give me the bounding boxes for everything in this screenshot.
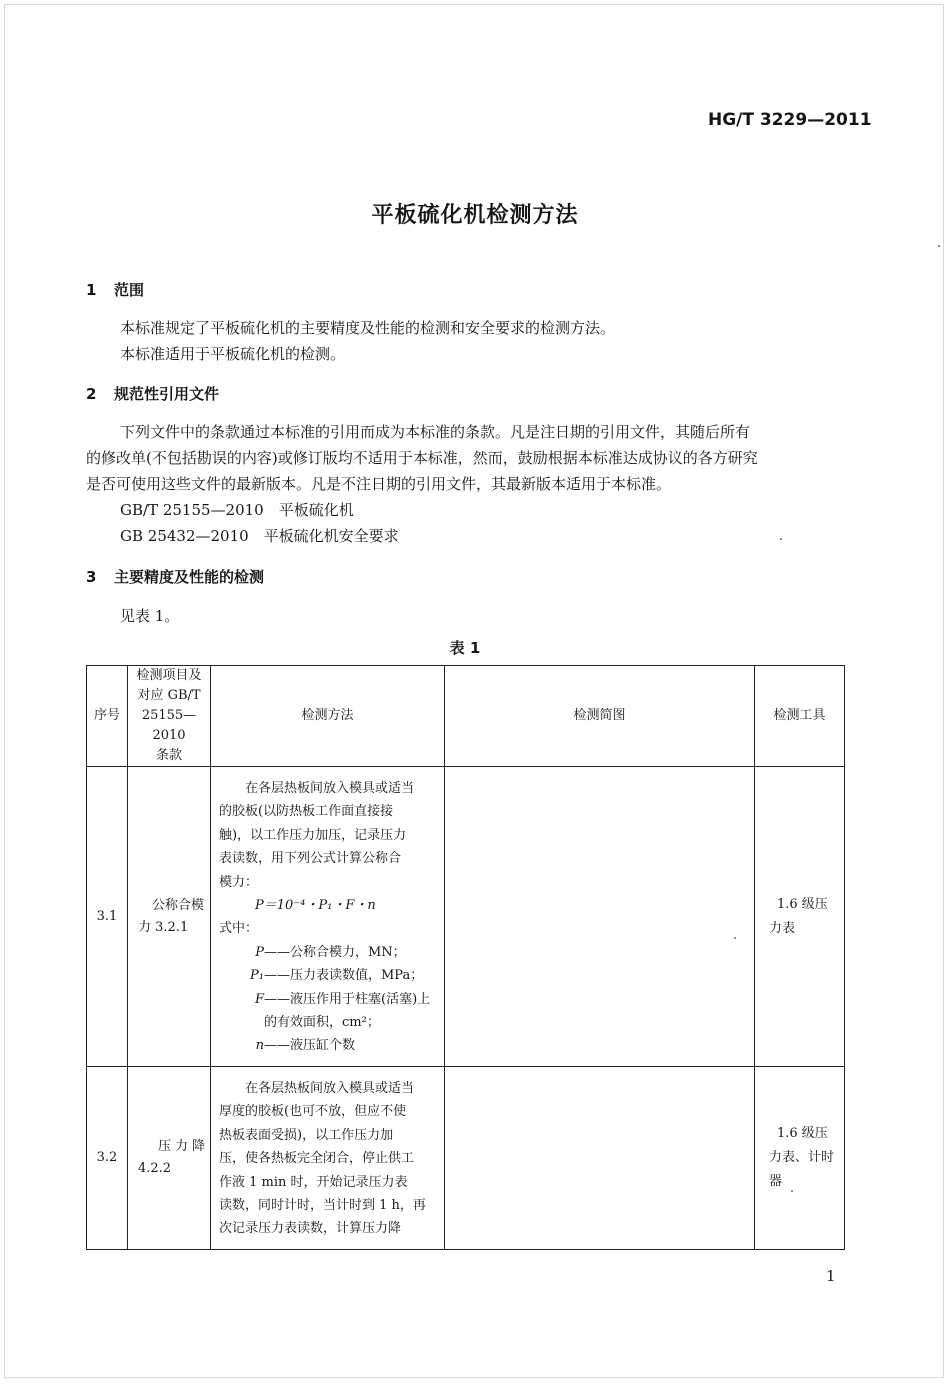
row-item <box>128 767 211 1067</box>
method-line: 触)，以工作压力加压，记录压力 <box>219 827 407 843</box>
method-line: 厚度的胶板(也可不放，但应不使 <box>219 1104 407 1120</box>
definition-symbol: n <box>255 1038 264 1054</box>
table-row <box>87 767 845 1067</box>
method-line: 热板表面受损)，以工作压力加 <box>219 1127 394 1143</box>
tool-line: 器 <box>769 1173 783 1189</box>
method-line: 的胶板(以防热板工作面直接接 <box>219 804 394 820</box>
definition-symbol: P <box>255 944 264 960</box>
method-line: 读数，同时计时，当计时到 1 h，再 <box>219 1198 426 1214</box>
section-2-heading <box>86 383 219 404</box>
header-seq: 序号 <box>87 666 128 767</box>
header-tool: 检测工具 <box>755 666 845 767</box>
definition <box>219 964 436 987</box>
row-seq: 3.1 <box>87 767 128 1067</box>
where-label: 式中： <box>219 921 259 937</box>
tool-line: 1.6 级压 <box>777 896 828 912</box>
row-method <box>211 767 445 1067</box>
definition-text: ——公称合模力，MN； <box>264 944 406 960</box>
scan-speck <box>938 245 940 247</box>
row-method <box>211 1067 445 1250</box>
paragraph: 见表 1。 <box>120 607 180 625</box>
section-number: 2 <box>86 385 97 403</box>
section-number: 3 <box>86 568 97 586</box>
row-tool <box>755 767 845 1067</box>
definition-text: ——液压作用于柱塞(活塞)上 <box>264 991 431 1007</box>
formula: P＝10⁻⁴・P₁・F・n <box>255 898 376 914</box>
row-item-line: 4.2.2 <box>138 1160 172 1176</box>
header-item-line: 对应 GB/T <box>137 688 201 703</box>
section-title: 范围 <box>114 281 145 299</box>
header-item-line: 条款 <box>155 748 182 763</box>
page-number: 1 <box>826 1267 836 1285</box>
section-number: 1 <box>86 281 97 299</box>
tool-line: 力表、计时 <box>769 1149 835 1165</box>
method-line: 在各层热板间放入模具或适当 <box>245 781 415 796</box>
scan-speck <box>780 538 782 540</box>
paragraph-line: 下列文件中的条款通过本标准的引用而成为本标准的条款。凡是注日期的引用文件，其随后所有 <box>120 423 751 441</box>
method-line: 模力： <box>219 874 259 890</box>
reference-item: GB 25432—2010 平板硫化机安全要求 <box>120 527 399 545</box>
definition <box>219 988 436 1011</box>
row-item-line: 压力降 <box>158 1138 210 1154</box>
table-row <box>87 1067 845 1250</box>
header-method: 检测方法 <box>211 666 445 767</box>
section-title: 主要精度及性能的检测 <box>114 568 265 586</box>
header-item <box>128 666 211 767</box>
table-header-row <box>87 666 845 767</box>
method-line: 作液 1 min 时，开始记录压力表 <box>219 1174 408 1190</box>
table-caption: 表 1 <box>449 639 481 657</box>
definition-text: 的有效面积，cm²； <box>264 1015 380 1031</box>
definition-symbol: F <box>254 991 264 1007</box>
definition <box>219 941 436 964</box>
method-line: 次记录压力表读数，计算压力降 <box>219 1221 402 1237</box>
section-3-heading <box>86 566 264 587</box>
method-line: 表读数，用下列公式计算公称合 <box>219 851 402 867</box>
standard-number: HG/T 3229—2011 <box>708 110 872 130</box>
row-diagram <box>445 767 755 1067</box>
method-line: 压，使各热板完全闭合，停止供工 <box>219 1151 415 1167</box>
document-title: 平板硫化机检测方法 <box>371 203 579 228</box>
definition-text: ——压力表读数值，MPa； <box>264 968 424 984</box>
definition-text: ——液压缸个数 <box>264 1038 356 1054</box>
row-item <box>128 1067 211 1250</box>
reference-item: GB/T 25155—2010 平板硫化机 <box>120 501 354 519</box>
header-item-line: 检测项目及 <box>136 668 202 683</box>
paragraph-line: 是否可使用这些文件的最新版本。凡是不注日期的引用文件，其最新版本适用于本标准。 <box>86 475 672 493</box>
row-item-line: 公称合模 <box>152 897 205 913</box>
definition-symbol: P₁ <box>250 968 264 984</box>
scan-speck <box>734 937 736 939</box>
row-tool <box>755 1067 845 1250</box>
scan-speck <box>791 1190 793 1192</box>
method-line: 在各层热板间放入模具或适当 <box>245 1081 415 1096</box>
definition <box>219 1011 436 1034</box>
paragraph: 本标准规定了平板硫化机的主要精度及性能的检测和安全要求的检测方法。 <box>120 319 616 337</box>
header-item-line: 25155—2010 <box>141 708 197 743</box>
paragraph-line: 的修改单(不包括勘误的内容)或修订版均不适用于本标准，然而，鼓励根据本标准达成协议的各方研究 <box>86 449 758 467</box>
paragraph: 本标准适用于平板硫化机的检测。 <box>120 345 346 363</box>
inspection-table <box>86 665 845 1250</box>
section-title: 规范性引用文件 <box>114 385 220 403</box>
tool-line: 力表 <box>769 920 796 936</box>
definition <box>219 1034 436 1057</box>
tool-line: 1.6 级压 <box>777 1125 828 1141</box>
row-diagram <box>445 1067 755 1250</box>
section-1-heading <box>86 279 144 300</box>
row-item-line: 力 3.2.1 <box>138 919 189 935</box>
header-diagram: 检测简图 <box>445 666 755 767</box>
row-seq: 3.2 <box>87 1067 128 1250</box>
